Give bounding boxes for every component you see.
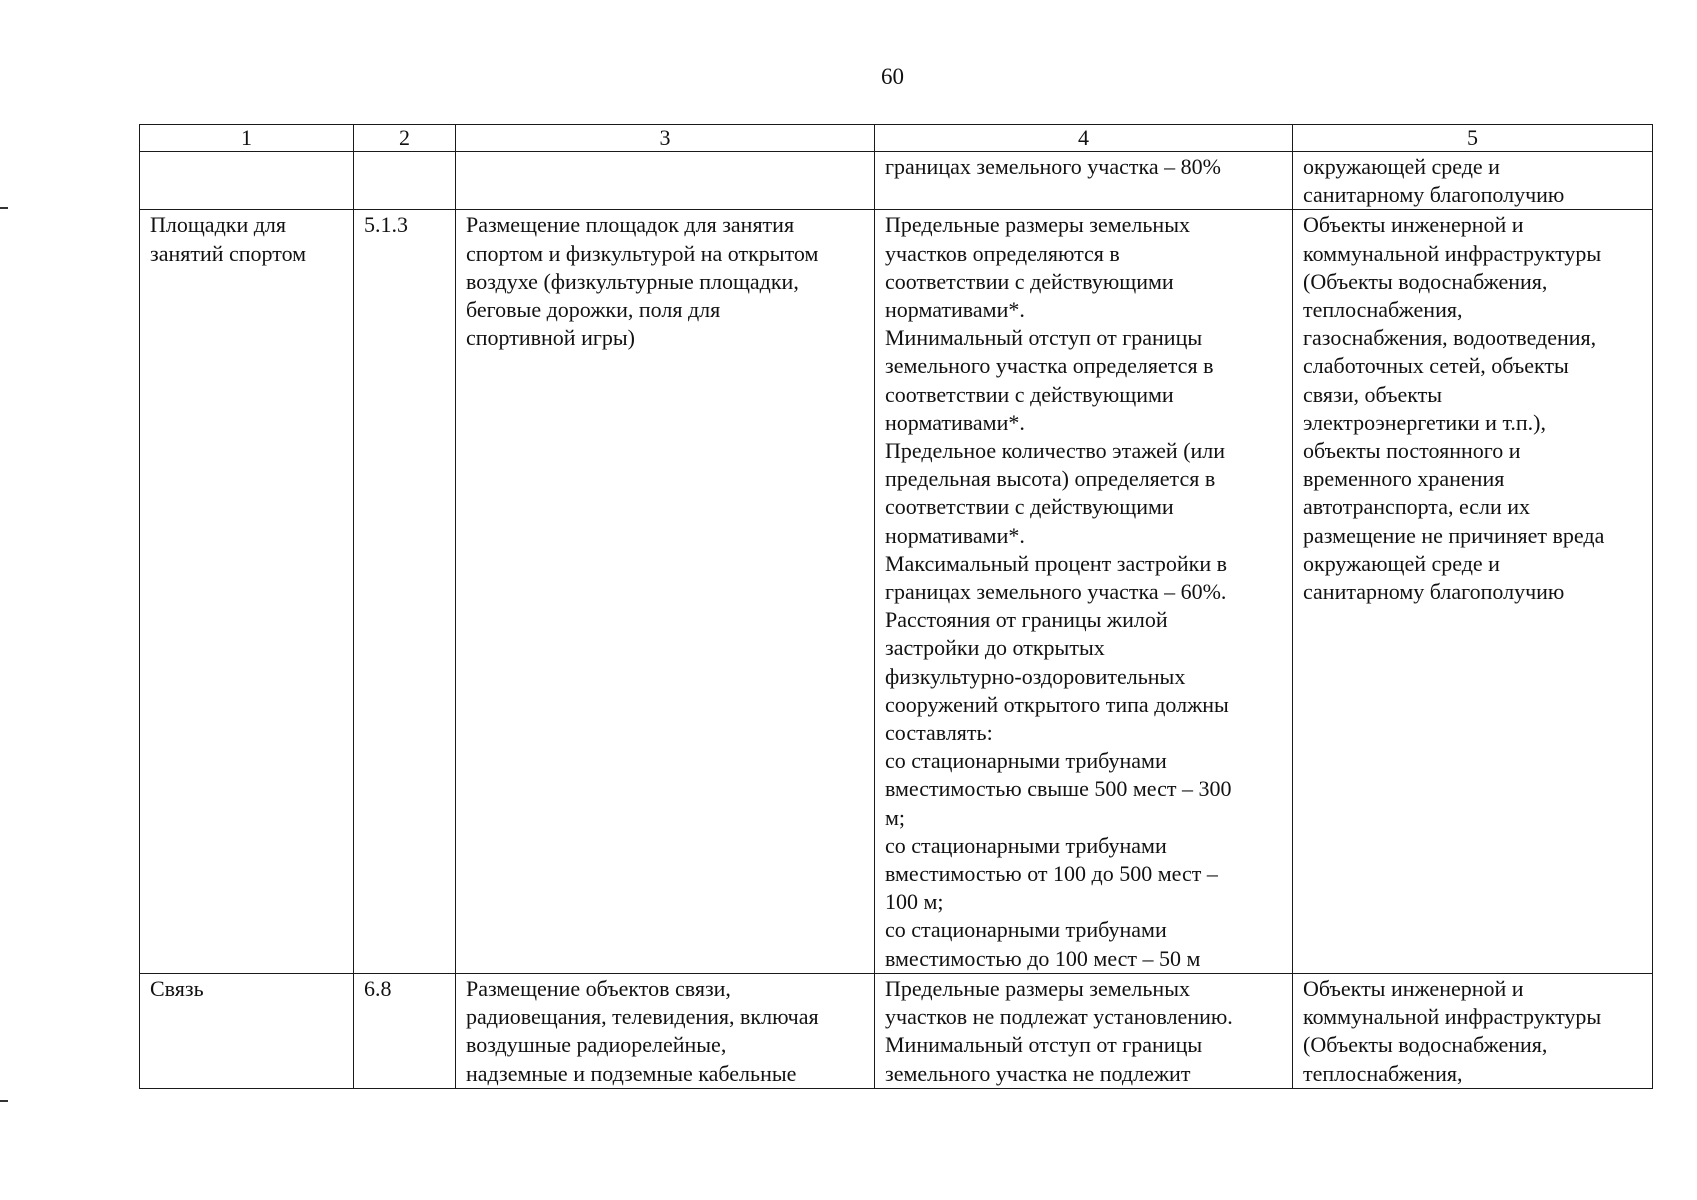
- auxiliary-uses-cell: Объекты инженерной и коммунальной инфраструктуры (Объекты водоснабжения, теплоснабжения, газоснабжения, водоотведения, слаботочных сетей, объекты связи, объекты электроэнергетики и т.п.), объекты постоянного и временного хранения автотранспорта, если их размещение не причиняет вреда окружающей среде и санитарному благополучию: [1293, 210, 1653, 973]
- auxiliary-uses-cell: Объекты инженерной и коммунальной инфраструктуры (Объекты водоснабжения, теплоснабжения,: [1293, 973, 1653, 1088]
- use-name-cell: Площадки для занятий спортом: [140, 210, 354, 973]
- use-description-cell: Размещение площадок для занятия спортом и физкультурой на открытом воздухе (физкультурные площадки, беговые дорожки, поля для спортивной игры): [456, 210, 875, 973]
- table-row: [140, 973, 1653, 1088]
- parameters-cell: границах земельного участка – 80%: [875, 152, 1293, 210]
- table-row: [140, 152, 1653, 210]
- use-code-cell: 6.8: [354, 973, 456, 1088]
- use-code-cell: [354, 152, 456, 210]
- use-name-cell: Связь: [140, 973, 354, 1088]
- parameters-cell: Предельные размеры земельных участков не подлежат установлению. Минимальный отступ от границы земельного участка не подлежит: [875, 973, 1293, 1088]
- margin-tick: [0, 207, 8, 209]
- table-row: [140, 210, 1653, 973]
- use-name-cell: [140, 152, 354, 210]
- page-number: 60: [881, 64, 904, 89]
- zoning-table: [139, 124, 1653, 1089]
- header-cell: 5: [1293, 125, 1653, 152]
- table-header-row: [140, 125, 1653, 152]
- header-cell: 3: [456, 125, 875, 152]
- parameters-cell: Предельные размеры земельных участков определяются в соответствии с действующими нормативами*. Минимальный отступ от границы земельного участка определяется в соответствии с действующими нормативами*. Предельное количество этажей (или предельная высота) определяется в соответствии с действующими нормативами*. Максимальный процент застройки в границах земельного участка – 60%. Расстояния от границы жилой застройки до открытых физкультурно-оздоровительных сооружений открытого типа должны составлять: со стационарными трибунами вместимостью свыше 500 мест – 300 м; со стационарными трибунами вместимостью от 100 до 500 мест – 100 м; со стационарными трибунами вместимостью до 100 мест – 50 м: [875, 210, 1293, 973]
- header-cell: 1: [140, 125, 354, 152]
- margin-tick: [0, 1100, 8, 1102]
- auxiliary-uses-cell: окружающей среде и санитарному благополучию: [1293, 152, 1653, 210]
- header-cell: 2: [354, 125, 456, 152]
- use-description-cell: [456, 152, 875, 210]
- use-description-cell: Размещение объектов связи, радиовещания, телевидения, включая воздушные радиорелейные, надземные и подземные кабельные: [456, 973, 875, 1088]
- use-code-cell: 5.1.3: [354, 210, 456, 973]
- header-cell: 4: [875, 125, 1293, 152]
- zoning-table-container: [139, 124, 1652, 1089]
